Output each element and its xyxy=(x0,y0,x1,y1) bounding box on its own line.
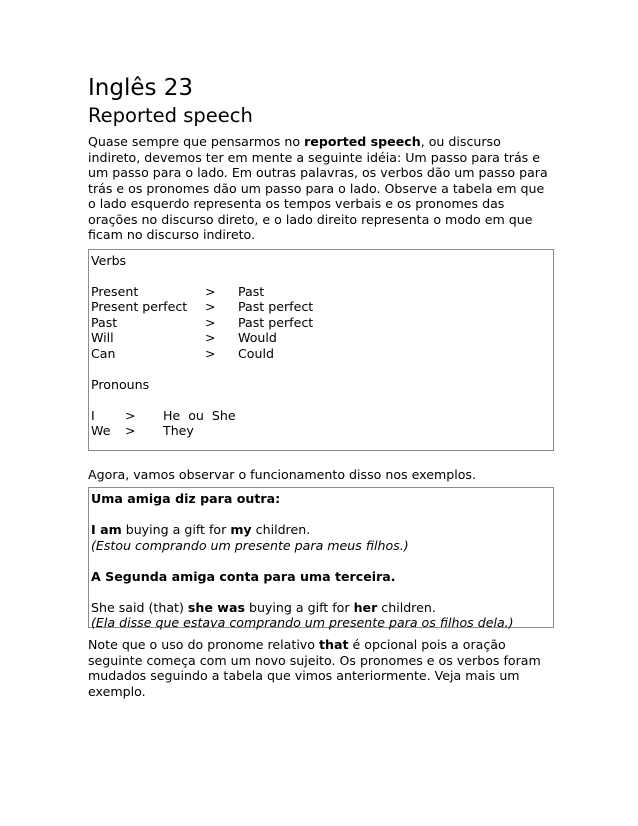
verbs-heading: Verbs xyxy=(91,252,127,268)
direct-translation-text: (Estou comprando um presente para meus filhos.) xyxy=(91,537,409,553)
verb-arrow: > xyxy=(205,314,216,330)
verb-arrow: > xyxy=(205,283,216,299)
page-subtitle: Reported speech xyxy=(88,104,253,127)
pronoun-row xyxy=(91,408,553,424)
verb-row xyxy=(91,315,553,331)
verb-from: Can xyxy=(91,345,116,361)
verb-row xyxy=(91,346,553,362)
note-text-2: é opcional pois a oração seguinte começa com um novo sujeito. Os pronomes e os verbos foram mudados seguindo a tabela que vimos anteriormente. Veja mais um exemplo. xyxy=(88,637,541,699)
intro-paragraph xyxy=(88,134,554,243)
reported-speech-translation xyxy=(91,615,553,631)
spacer xyxy=(91,553,553,569)
direct-bold-pronoun: my xyxy=(230,522,252,537)
verb-from: Present perfect xyxy=(91,299,188,314)
spacer xyxy=(91,268,553,284)
pronoun-from: I xyxy=(91,407,95,423)
pronoun-arrow: > xyxy=(125,423,136,438)
direct-text: buying a gift for xyxy=(121,522,231,537)
direct-speech-sentence xyxy=(91,522,553,538)
reported-text: buying a gift for xyxy=(244,599,354,615)
verb-to: Past xyxy=(238,283,265,299)
example-heading-2 xyxy=(91,569,553,585)
note-paragraph xyxy=(88,637,554,699)
reported-translation-text: (Ela disse que estava comprando um presente para os filhos dela.) xyxy=(91,615,514,630)
spacer xyxy=(91,392,553,408)
spacer xyxy=(91,584,553,600)
note-keyword: that xyxy=(318,637,349,652)
pronoun-row xyxy=(91,423,553,439)
verb-arrow: > xyxy=(205,330,216,345)
verb-from: Present xyxy=(91,283,139,299)
verb-row xyxy=(91,284,553,300)
direct-bold-subject: I am xyxy=(91,522,122,537)
spacer xyxy=(91,507,553,523)
reported-speech-sentence xyxy=(91,600,553,616)
reported-bold-subject: she was xyxy=(187,599,245,615)
example-heading-2-text: A Segunda amiga conta para uma terceira. xyxy=(91,568,396,584)
pronoun-arrow: > xyxy=(125,407,136,423)
note-text-1: Note que o uso do pronome relativo xyxy=(88,637,319,652)
pronouns-heading: Pronouns xyxy=(91,376,150,392)
verb-from: Will xyxy=(91,330,114,345)
example-box xyxy=(88,487,554,628)
verb-arrow: > xyxy=(205,345,216,361)
pronoun-to: He ou She xyxy=(163,407,236,423)
verb-to: Would xyxy=(238,330,277,345)
document-page xyxy=(88,74,554,699)
verb-to: Past perfect xyxy=(238,314,314,330)
spacer xyxy=(91,361,553,377)
pronoun-from: We xyxy=(91,423,111,438)
page-title: Inglês 23 xyxy=(88,75,194,101)
example-heading-1-text: Uma amiga diz para outra: xyxy=(91,491,281,506)
reported-bold-pronoun: her xyxy=(353,599,378,615)
verb-row xyxy=(91,299,553,315)
intro-text-1: Quase sempre que pensarmos no xyxy=(88,134,305,149)
conversion-table-box xyxy=(88,249,554,451)
direct-text-end: children. xyxy=(251,522,311,537)
verb-to: Could xyxy=(238,345,274,361)
reported-text-end: children. xyxy=(377,599,436,615)
direct-speech-translation xyxy=(91,538,553,554)
intro-keyword: reported speech xyxy=(304,134,421,149)
transition-sentence: Agora, vamos observar o funcionamento disso nos exemplos. xyxy=(88,466,476,482)
verb-to: Past perfect xyxy=(238,299,314,314)
verb-from: Past xyxy=(91,314,118,330)
pronoun-to: They xyxy=(163,423,194,438)
verb-arrow: > xyxy=(205,299,216,314)
verb-row xyxy=(91,330,553,346)
reported-text-start: She said (that) xyxy=(91,599,188,615)
example-heading-1 xyxy=(91,491,553,507)
intro-text-2: , ou discurso indireto, devemos ter em mente a seguinte idéia: Um passo para trás e um passo para o lado. Em outras palavras, os verbos dão um passo para trás e os pronomes dão um passo para o lado. Observe a tabela em que o lado esquerdo representa os tempos verbais e os pronomes das orações no discurso direto, e o lado direito representa o modo em que ficam no discurso indireto. xyxy=(88,134,548,242)
